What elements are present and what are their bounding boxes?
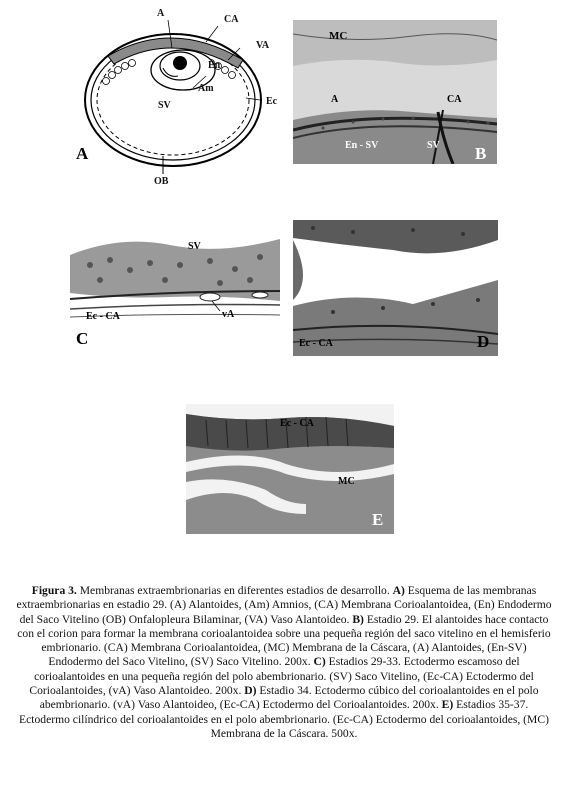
panel-letter-c: C xyxy=(76,329,89,348)
extraembryonic-membranes-diagram xyxy=(68,8,286,188)
label-ca: CA xyxy=(224,14,239,25)
label-va: VA xyxy=(256,40,270,51)
label-ob: OB xyxy=(154,176,169,187)
caption-c-label: C) xyxy=(313,655,326,669)
caption-d-label: D) xyxy=(244,684,257,698)
label-am: Am xyxy=(198,83,214,94)
panel-letter-d: D xyxy=(477,332,490,351)
label-mc: MC xyxy=(329,30,348,42)
label-en: En xyxy=(208,60,221,71)
caption-a-label: A) xyxy=(392,584,405,597)
label-ec-ca: Ec - CA xyxy=(280,418,314,429)
caption-intro: Membranas extraembrionarias en diferentes estadios de desarrollo. xyxy=(76,584,393,597)
caption-e-text: Estadios 35-37. Ectodermo cilíndrico del corioalantoides en el polo abembrionario. (Ec-CA) Ectodermo del corioalantoides, (MC) Membrana de la Cáscara. 500x. xyxy=(19,698,549,740)
label-ec: Ec xyxy=(266,96,278,107)
figure-label: Figura 3. xyxy=(31,584,77,597)
caption-b-label: B) xyxy=(352,612,364,626)
caption-d-text: Estadio 34. Ectodermo cúbico del corioalantoides en el polo abembrionario. (vA) Vaso Alantoideo, (Ec-CA) Ectodermo del Corioalantoides. 200x. xyxy=(39,684,539,712)
panel-letter-e: E xyxy=(372,510,384,529)
figure-caption xyxy=(14,584,554,741)
label-ca: CA xyxy=(447,94,462,105)
caption-e-label: E) xyxy=(441,698,454,712)
caption-c-text: Estadios 29-33. Ectodermo escamoso del corioalantoides en una pequeña región del polo abembrionario. (SV) Saco Vitelino, (Ec-CA) Ectodermo del Corioalantoides, (vA) Vaso Alantoideo. 200x. xyxy=(29,655,534,698)
panel-e-micrograph xyxy=(186,404,394,534)
panel-d-micrograph xyxy=(293,220,498,356)
label-sv: SV xyxy=(188,241,201,252)
panel-letter-a: A xyxy=(76,144,89,163)
label-ec-ca: Ec - CA xyxy=(299,338,333,349)
label-sv: SV xyxy=(427,140,440,151)
caption-a-text: Esquema de las membranas extraembrionarias en estadio 29. (A) Alantoides, (Am) Amnios, (CA) Membrana Corioalantoidea, (En) Endodermo del Saco Vitelino (OB) Onfalopleura Bilaminar, (VA) Vaso Alantoideo. xyxy=(16,584,552,626)
panel-c-micrograph xyxy=(70,225,280,367)
panel-b-micrograph xyxy=(293,20,497,164)
label-ec-ca: Ec - CA xyxy=(86,311,120,322)
label-va: vA xyxy=(222,309,235,320)
label-en-sv: En - SV xyxy=(345,140,379,151)
label-sv: SV xyxy=(158,100,171,111)
label-mc: MC xyxy=(338,476,355,487)
label-a: A xyxy=(157,8,165,19)
panel-letter-b: B xyxy=(475,144,487,163)
embryo xyxy=(173,56,187,70)
label-a: A xyxy=(331,94,339,105)
caption-b-text: Estadio 29. El alantoides hace contacto con el corion para formar la membrana corioalantoidea sobre una pequeña región del saco vitelino en el hemisferio embrionario. (CA) Membrana Corioalantoidea, (MC) Membrana de la Cáscara, (A) Alantoides, (En-SV) Endodermo del Saco Vitelino, (SV) Saco Vitelino. 200x. xyxy=(17,612,551,669)
panel-a-schematic xyxy=(68,8,286,188)
